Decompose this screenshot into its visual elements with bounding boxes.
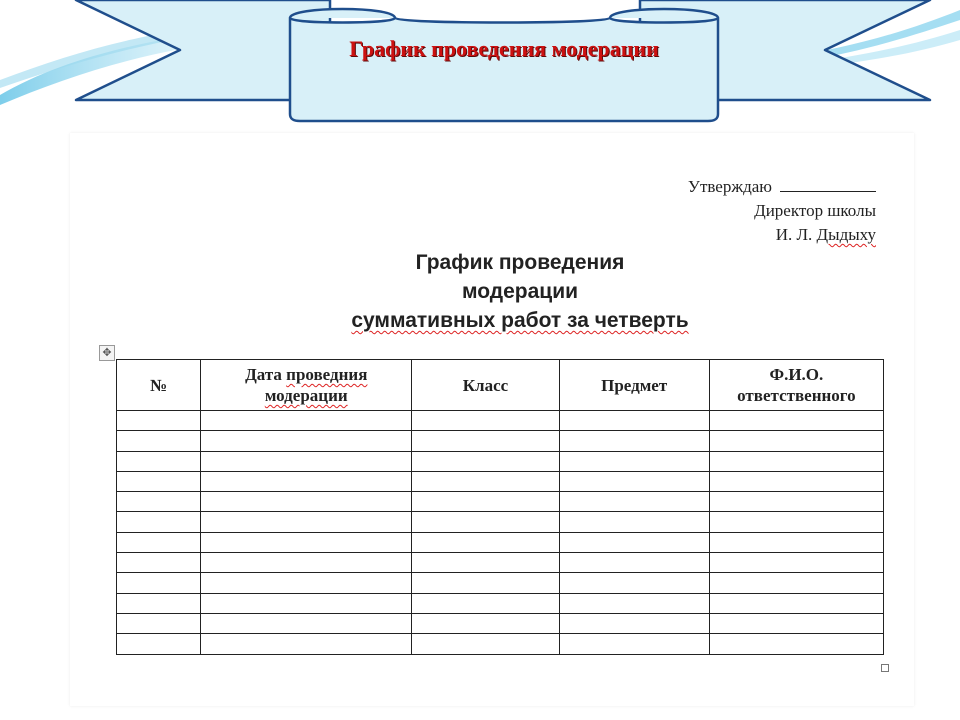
table-cell[interactable] xyxy=(201,492,412,512)
table-cell[interactable] xyxy=(412,411,559,431)
table-cell[interactable] xyxy=(201,512,412,532)
table-cell[interactable] xyxy=(117,573,201,593)
table-cell[interactable] xyxy=(201,613,412,633)
banner-decoration xyxy=(0,0,960,140)
table-row xyxy=(117,492,884,512)
table-cell[interactable] xyxy=(117,553,201,573)
table-cell[interactable] xyxy=(559,553,709,573)
table-cell[interactable] xyxy=(709,411,883,431)
table-cell[interactable] xyxy=(709,593,883,613)
table-cell[interactable] xyxy=(412,492,559,512)
header-class: Класс xyxy=(412,360,559,411)
table-cell[interactable] xyxy=(709,532,883,552)
table-cell[interactable] xyxy=(709,613,883,633)
table-cell[interactable] xyxy=(412,573,559,593)
table-cell[interactable] xyxy=(412,451,559,471)
table-cell[interactable] xyxy=(412,532,559,552)
table-row xyxy=(117,532,884,552)
table-cell[interactable] xyxy=(559,512,709,532)
table-cell[interactable] xyxy=(709,431,883,451)
table-cell[interactable] xyxy=(559,634,709,654)
table-cell[interactable] xyxy=(559,451,709,471)
title-line-2: модерации xyxy=(461,280,579,303)
table-cell[interactable] xyxy=(559,492,709,512)
table-cell[interactable] xyxy=(117,471,201,491)
table-cell[interactable] xyxy=(201,553,412,573)
table-row xyxy=(117,411,884,431)
table-row xyxy=(117,573,884,593)
table-cell[interactable] xyxy=(201,471,412,491)
table-cell[interactable] xyxy=(117,593,201,613)
table-cell[interactable] xyxy=(117,411,201,431)
moderation-table xyxy=(116,359,884,655)
table-cell[interactable] xyxy=(412,593,559,613)
table-cell[interactable] xyxy=(201,573,412,593)
table-cell[interactable] xyxy=(559,593,709,613)
table-cell[interactable] xyxy=(709,512,883,532)
approve-line xyxy=(688,175,876,199)
table-cell[interactable] xyxy=(559,613,709,633)
table-cell[interactable] xyxy=(709,573,883,593)
table-cell[interactable] xyxy=(559,573,709,593)
header-number: № xyxy=(117,360,201,411)
document-title xyxy=(70,248,960,335)
header-date xyxy=(201,360,412,411)
table-cell[interactable] xyxy=(709,492,883,512)
table-cell[interactable] xyxy=(559,431,709,451)
title-line-3: суммативных работ за четверть xyxy=(351,309,689,332)
director-name xyxy=(688,223,876,247)
table-cell[interactable] xyxy=(117,431,201,451)
table-cell[interactable] xyxy=(412,431,559,451)
table-cell[interactable] xyxy=(559,411,709,431)
header-responsible-line1: Ф.И.О. xyxy=(769,365,824,384)
header-date-word: Дата xyxy=(245,365,282,384)
header-responsible xyxy=(709,360,883,411)
table-cell[interactable] xyxy=(412,634,559,654)
table-cell[interactable] xyxy=(412,471,559,491)
table-move-icon[interactable]: ✥ xyxy=(99,345,115,361)
table-row xyxy=(117,471,884,491)
table-resize-handle[interactable] xyxy=(881,664,889,672)
header-subject: Предмет xyxy=(559,360,709,411)
table-cell[interactable] xyxy=(709,634,883,654)
table-cell[interactable] xyxy=(709,471,883,491)
header-date-spelling: проведния xyxy=(286,365,368,384)
header-date-moderation: модерации xyxy=(264,386,348,405)
table-row xyxy=(117,451,884,471)
table-cell[interactable] xyxy=(412,512,559,532)
table-cell[interactable] xyxy=(117,613,201,633)
table-cell[interactable] xyxy=(412,553,559,573)
banner-title: График проведения модерации xyxy=(349,36,659,61)
table-row xyxy=(117,593,884,613)
table-row xyxy=(117,431,884,451)
table-cell[interactable] xyxy=(201,411,412,431)
header-responsible-line2: ответственного xyxy=(737,386,856,405)
table-cell[interactable] xyxy=(559,532,709,552)
table-cell[interactable] xyxy=(201,451,412,471)
table-cell[interactable] xyxy=(117,512,201,532)
table-cell[interactable] xyxy=(709,451,883,471)
table-cell[interactable] xyxy=(559,471,709,491)
director-initials: И. Л. xyxy=(775,225,813,244)
table-row xyxy=(117,613,884,633)
title-line-1: График проведения xyxy=(415,251,625,274)
table-cell[interactable] xyxy=(201,634,412,654)
table-cell[interactable] xyxy=(117,451,201,471)
signature-blank xyxy=(780,177,876,192)
table-cell[interactable] xyxy=(117,492,201,512)
table-body xyxy=(117,411,884,655)
table-row xyxy=(117,634,884,654)
director-position: Директор школы xyxy=(754,201,876,220)
table-cell[interactable] xyxy=(201,593,412,613)
table-row xyxy=(117,512,884,532)
approval-block xyxy=(688,175,876,247)
document-page xyxy=(70,133,914,706)
table-cell[interactable] xyxy=(117,532,201,552)
table-cell[interactable] xyxy=(201,431,412,451)
table-row xyxy=(117,553,884,573)
table-cell[interactable] xyxy=(201,532,412,552)
table-header-row xyxy=(117,360,884,411)
table-cell[interactable] xyxy=(412,613,559,633)
table-cell[interactable] xyxy=(117,634,201,654)
director-surname: Дыдыху xyxy=(816,225,876,244)
approve-label: Утверждаю xyxy=(687,177,772,196)
table-cell[interactable] xyxy=(709,553,883,573)
